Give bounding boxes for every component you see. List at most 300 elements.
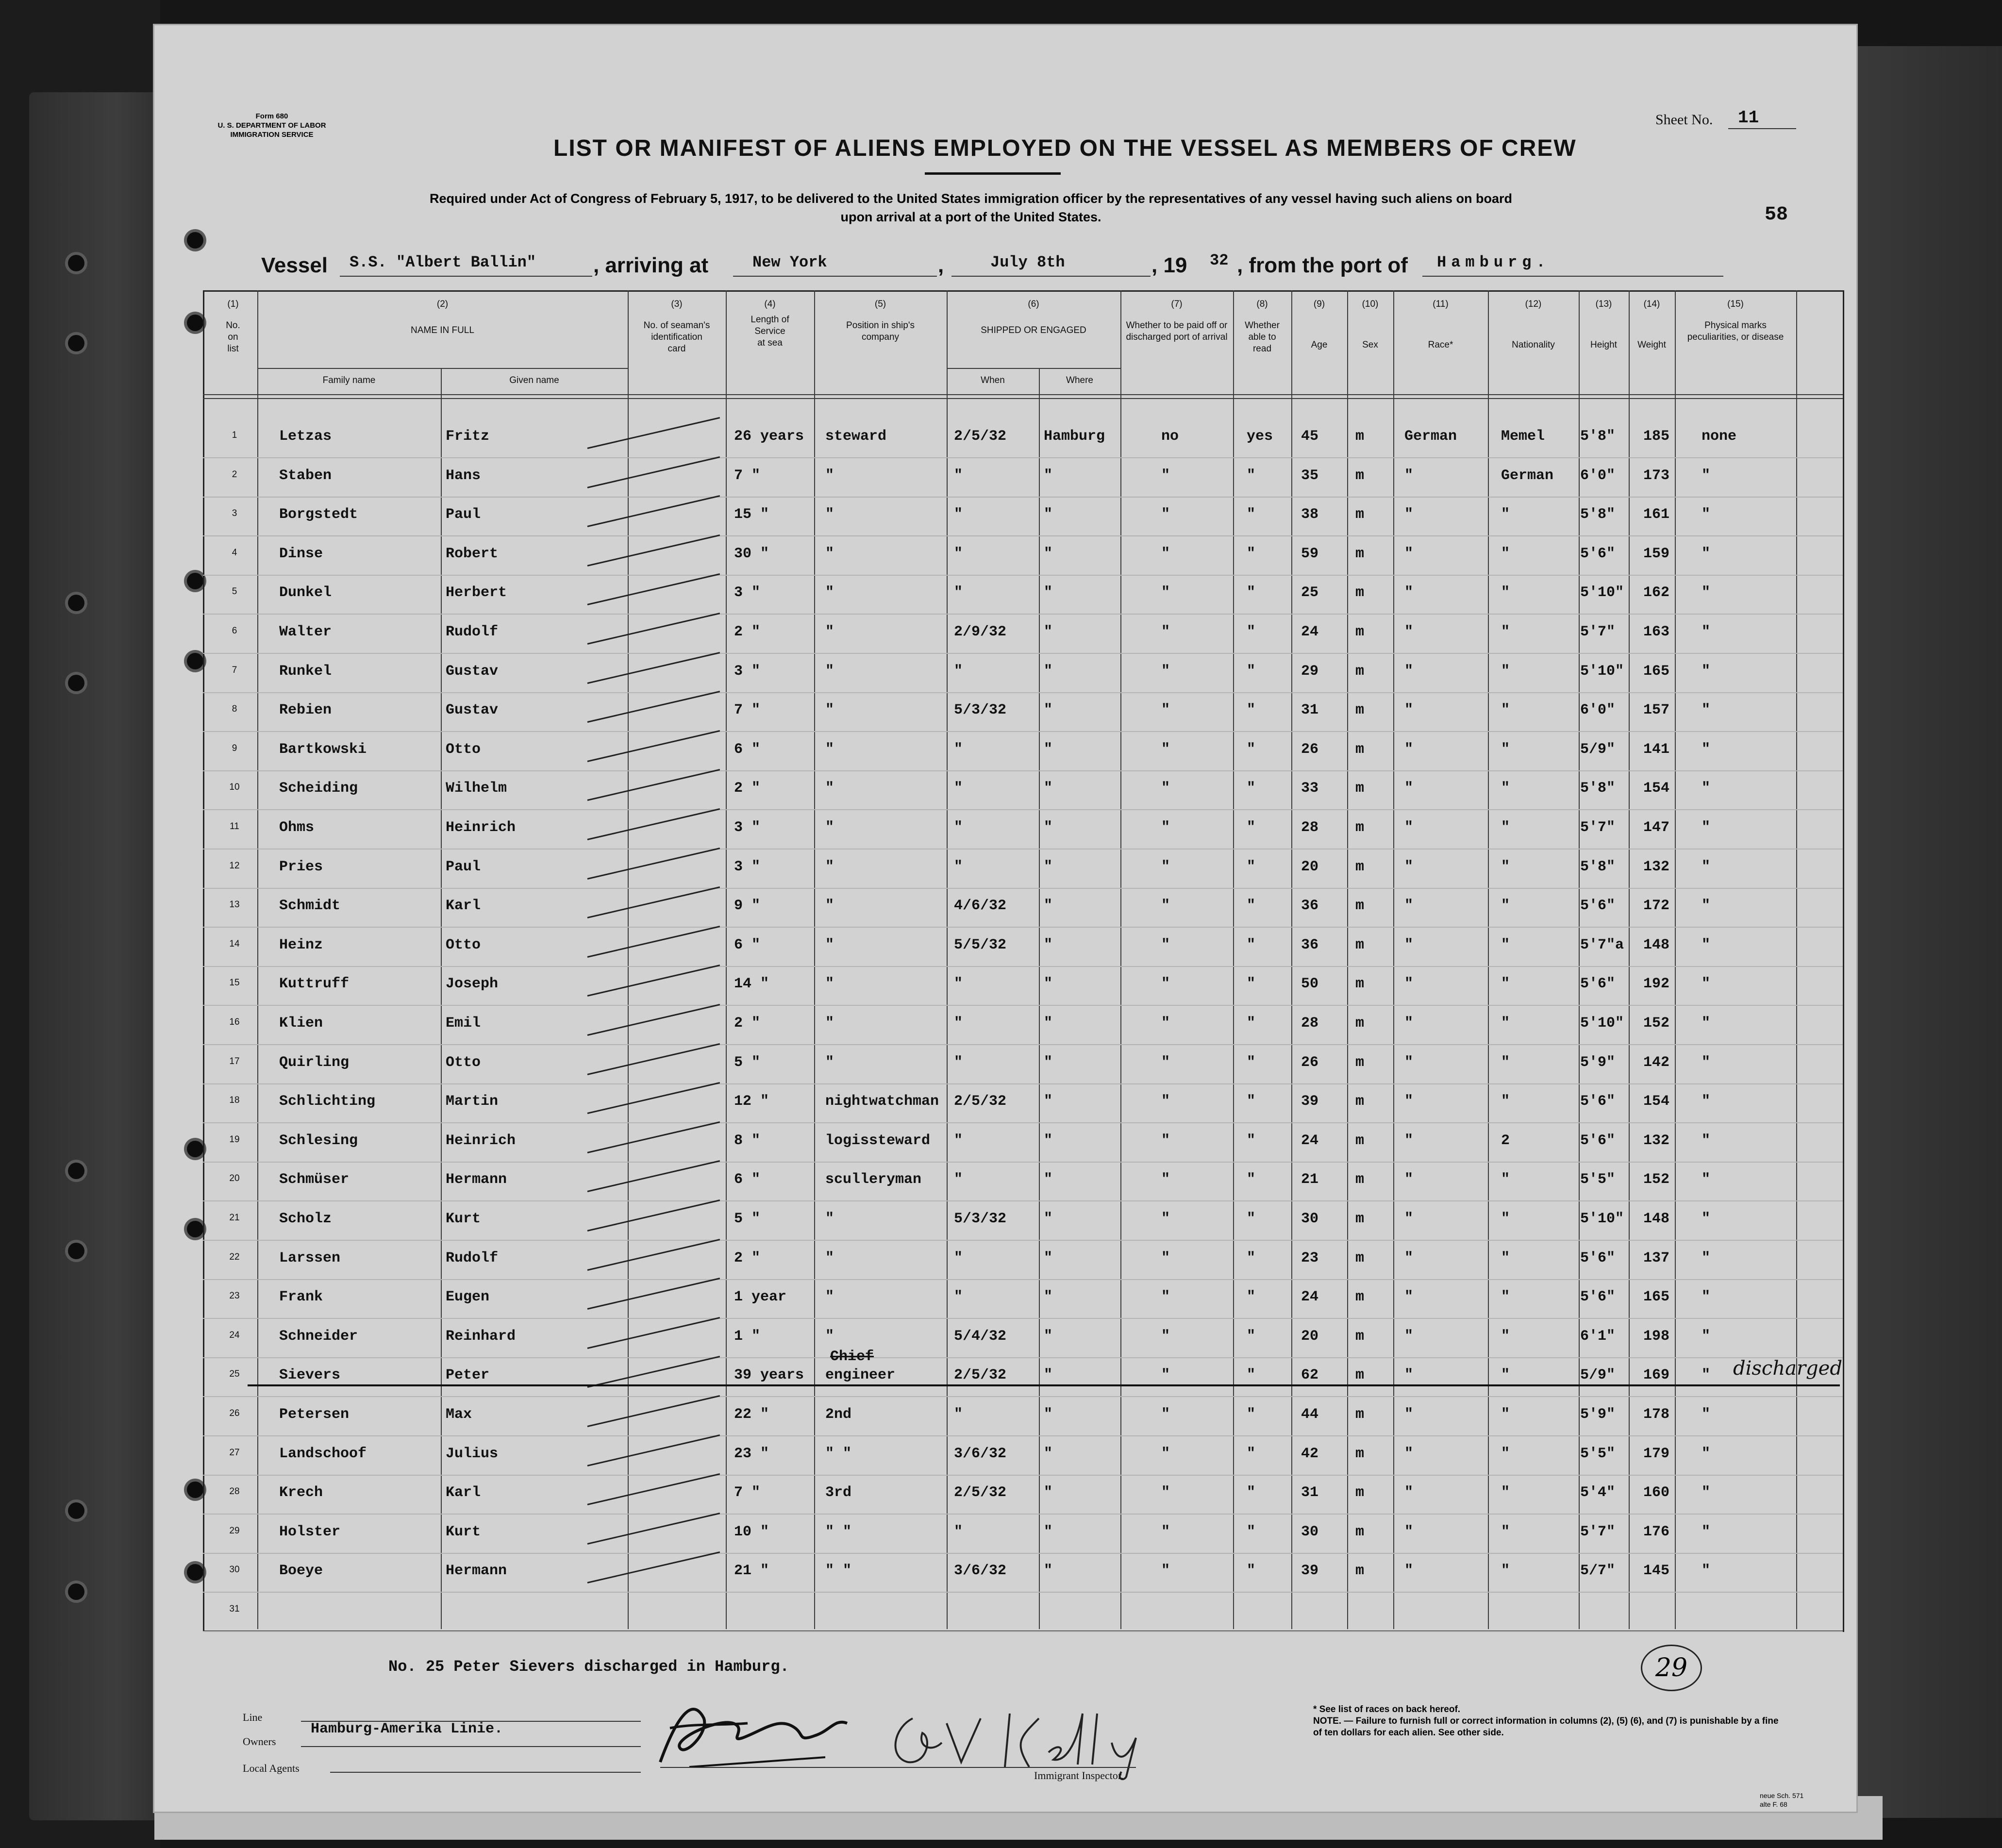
- cell-physical-marks: ": [1702, 1367, 1711, 1384]
- cell-race: ": [1404, 741, 1414, 758]
- cell-physical-marks: ": [1702, 1132, 1711, 1149]
- cell-sex: m: [1355, 1563, 1365, 1580]
- header-physical-marks: (15) Physical marks peculiarities, or disease: [1687, 299, 1784, 342]
- cell-position: ": [825, 780, 834, 797]
- cell-race: ": [1404, 506, 1414, 523]
- cell-length-of-service: 3 ": [734, 819, 761, 836]
- cell-age: 50: [1301, 976, 1319, 993]
- cell-shipped-where: ": [1044, 1171, 1053, 1188]
- cell-family-name: Runkel: [279, 663, 332, 680]
- cell-sex: m: [1355, 898, 1365, 915]
- cell-paid-off: ": [1161, 467, 1170, 484]
- cell-weight: 154: [1643, 780, 1670, 797]
- row-rule: [203, 966, 1843, 967]
- cell-age: 25: [1301, 584, 1319, 601]
- cell-physical-marks: ": [1702, 663, 1711, 680]
- cell-height: 5/9": [1580, 1367, 1616, 1384]
- penalty-note: NOTE. — Failure to furnish full or correct information in columns (2), (5) (6), and (7) is punishable by a fine of ten dollars for each alien. See other side.: [1313, 1716, 1779, 1738]
- cell-paid-off: ": [1161, 1484, 1170, 1501]
- form-number: Form 680: [255, 112, 288, 120]
- cell-race: ": [1404, 1015, 1414, 1032]
- header-given-name: Given name: [509, 375, 559, 385]
- cell-paid-off: ": [1161, 1406, 1170, 1423]
- row-rule: [203, 1396, 1843, 1397]
- cell-height: 5'9": [1580, 1054, 1616, 1071]
- cell-sex: m: [1355, 780, 1365, 797]
- cell-race: ": [1404, 1445, 1414, 1462]
- cell-weight: 154: [1643, 1093, 1670, 1110]
- cell-paid-off: ": [1161, 1211, 1170, 1227]
- cell-able-to-read: ": [1247, 819, 1256, 836]
- cell-family-name: Dunkel: [279, 584, 332, 601]
- cell-weight: 160: [1643, 1484, 1670, 1501]
- cell-shipped-where: ": [1044, 1406, 1053, 1423]
- row-25-strikethrough: [248, 1384, 1840, 1386]
- cell-nationality: ": [1501, 1367, 1510, 1384]
- row-number: 10: [229, 782, 240, 793]
- cell-length-of-service: 10 ": [734, 1523, 769, 1540]
- local-agents-label: Local Agents: [243, 1762, 300, 1774]
- header-when: When: [981, 375, 1005, 385]
- cell-given-name: Eugen: [446, 1289, 490, 1306]
- row-number: 1: [232, 430, 237, 440]
- cell-age: 44: [1301, 1406, 1319, 1423]
- cell-position: ": [825, 1015, 834, 1032]
- cell-length-of-service: 6 ": [734, 741, 761, 758]
- cell-height: 5'4": [1580, 1484, 1616, 1501]
- owners-label: Owners: [243, 1735, 276, 1748]
- cell-position: ": [825, 741, 834, 758]
- row-rule: [203, 575, 1843, 576]
- cell-weight: 147: [1643, 819, 1670, 836]
- cell-physical-marks: ": [1702, 741, 1711, 758]
- column-divider: [814, 290, 815, 1629]
- cell-race: German: [1404, 428, 1457, 445]
- cell-position: " ": [825, 1445, 852, 1462]
- comma: ,: [938, 253, 944, 277]
- row-rule: [203, 614, 1843, 615]
- row-rule: [203, 1279, 1843, 1280]
- cell-physical-marks: ": [1702, 1093, 1711, 1110]
- cell-race: ": [1404, 1523, 1414, 1540]
- cell-shipped-when: 3/6/32: [954, 1445, 1007, 1462]
- cell-sex: m: [1355, 702, 1365, 719]
- cell-weight: 185: [1643, 428, 1670, 445]
- cell-nationality: ": [1501, 624, 1510, 640]
- row-rule: [203, 1553, 1843, 1554]
- cell-physical-marks: ": [1702, 898, 1711, 915]
- cell-position: ": [825, 1289, 834, 1306]
- cell-family-name: Schmidt: [279, 898, 341, 915]
- punch-hole: [187, 653, 203, 669]
- cell-paid-off: no: [1161, 428, 1179, 445]
- punch-hole: [187, 232, 203, 249]
- cell-paid-off: ": [1161, 819, 1170, 836]
- cell-sex: m: [1355, 467, 1365, 484]
- cell-paid-off: ": [1161, 976, 1170, 993]
- arriving-label: , arriving at: [593, 253, 709, 277]
- cell-shipped-when: 2/9/32: [954, 624, 1007, 640]
- cell-shipped-when: ": [954, 780, 963, 797]
- cell-nationality: ": [1501, 1445, 1510, 1462]
- cell-sex: m: [1355, 1367, 1365, 1384]
- row-number: 4: [232, 547, 237, 558]
- cell-position-above: Chief: [830, 1349, 874, 1365]
- cell-position: " ": [825, 1563, 852, 1580]
- row-number: 24: [229, 1330, 240, 1340]
- cell-given-name: Wilhelm: [446, 780, 507, 797]
- owners-value: Hamburg-Amerika Linie.: [311, 1721, 503, 1737]
- cell-weight: 132: [1643, 858, 1670, 875]
- discharged-annotation: discharged: [1733, 1357, 1842, 1380]
- cell-family-name: Rebien: [279, 702, 332, 719]
- header-nationality: (12) Nationality: [1512, 299, 1555, 350]
- cell-race: ": [1404, 1563, 1414, 1580]
- cell-age: 20: [1301, 858, 1319, 875]
- cell-length-of-service: 3 ": [734, 858, 761, 875]
- from-port-label: , from the port of: [1237, 253, 1408, 277]
- cell-weight: 148: [1643, 1211, 1670, 1227]
- arrival-date-underline: [951, 276, 1151, 277]
- cell-family-name: Quirling: [279, 1054, 350, 1071]
- header-name-in-full: (2) NAME IN FULL: [411, 299, 474, 335]
- cell-height: 5'9": [1580, 1406, 1616, 1423]
- cell-shipped-where: ": [1044, 1249, 1053, 1266]
- cell-family-name: Staben: [279, 467, 332, 484]
- row-rule: [203, 497, 1843, 498]
- cell-height: 6'1": [1580, 1328, 1616, 1345]
- row-rule: [203, 927, 1843, 928]
- cell-sex: m: [1355, 1484, 1365, 1501]
- row-number: 13: [229, 899, 240, 910]
- cell-nationality: ": [1501, 936, 1510, 953]
- cell-family-name: Schlichting: [279, 1093, 376, 1110]
- row-number: 22: [229, 1251, 240, 1262]
- cell-shipped-where: ": [1044, 1367, 1053, 1384]
- row-rule: [203, 457, 1843, 458]
- cell-age: 38: [1301, 506, 1319, 523]
- cell-able-to-read: ": [1247, 1289, 1256, 1306]
- cell-shipped-where: ": [1044, 1054, 1053, 1071]
- cell-race: ": [1404, 898, 1414, 915]
- cell-age: 21: [1301, 1171, 1319, 1188]
- departure-port-underline: [1422, 276, 1723, 277]
- punch-hole: [187, 1564, 203, 1581]
- cell-shipped-where: ": [1044, 1484, 1053, 1501]
- cell-position: 2nd: [825, 1406, 852, 1423]
- cell-paid-off: ": [1161, 858, 1170, 875]
- cell-nationality: ": [1501, 858, 1510, 875]
- cell-race: ": [1404, 858, 1414, 875]
- cell-paid-off: ": [1161, 584, 1170, 601]
- cell-given-name: Otto: [446, 1054, 481, 1071]
- cell-shipped-where: ": [1044, 1132, 1053, 1149]
- cell-able-to-read: ": [1247, 858, 1256, 875]
- cell-position: ": [825, 819, 834, 836]
- cell-race: ": [1404, 1484, 1414, 1501]
- cell-position: ": [825, 1249, 834, 1266]
- column-divider: [1579, 290, 1580, 1629]
- cell-physical-marks: ": [1702, 1211, 1711, 1227]
- cell-nationality: ": [1501, 663, 1510, 680]
- cell-shipped-where: ": [1044, 506, 1053, 523]
- cell-physical-marks: ": [1702, 1328, 1711, 1345]
- form-notes: [1313, 1704, 1789, 1739]
- cell-weight: 132: [1643, 1132, 1670, 1149]
- cell-physical-marks: ": [1702, 1523, 1711, 1540]
- punch-hole: [187, 315, 203, 331]
- cell-age: 29: [1301, 663, 1319, 680]
- cell-family-name: Scholz: [279, 1211, 332, 1227]
- cell-able-to-read: ": [1247, 741, 1256, 758]
- cell-age: 31: [1301, 702, 1319, 719]
- row-rule: [203, 1475, 1843, 1476]
- cell-height: 5'8": [1580, 780, 1616, 797]
- header-sex: (10) Sex: [1362, 299, 1379, 350]
- row-number: 7: [232, 665, 237, 675]
- cell-shipped-when: 2/5/32: [954, 1093, 1007, 1110]
- cell-length-of-service: 7 ": [734, 467, 761, 484]
- cell-family-name: Boeye: [279, 1563, 323, 1580]
- cell-paid-off: ": [1161, 624, 1170, 640]
- cell-shipped-when: 5/3/32: [954, 702, 1007, 719]
- cell-height: 5'8": [1580, 428, 1616, 445]
- row-number: 19: [229, 1134, 240, 1145]
- cell-sex: m: [1355, 584, 1365, 601]
- cell-race: ": [1404, 936, 1414, 953]
- cell-length-of-service: 22 ": [734, 1406, 769, 1423]
- cell-shipped-where: ": [1044, 1328, 1053, 1345]
- name-subheader-rule: [257, 368, 628, 369]
- department-name: U. S. DEPARTMENT OF LABOR: [217, 121, 326, 130]
- cell-able-to-read: ": [1247, 976, 1256, 993]
- cell-nationality: ": [1501, 1015, 1510, 1032]
- arrival-port: New York: [752, 253, 827, 271]
- cell-able-to-read: ": [1247, 1093, 1256, 1110]
- cell-shipped-where: ": [1044, 741, 1053, 758]
- row-number: 18: [229, 1095, 240, 1106]
- cell-able-to-read: ": [1247, 1249, 1256, 1266]
- cell-shipped-when: 2/5/32: [954, 1484, 1007, 1501]
- cell-weight: 142: [1643, 1054, 1670, 1071]
- subtitle-line-2: upon arrival at a port of the United States.: [840, 210, 1101, 224]
- cell-shipped-when: ": [954, 1054, 963, 1071]
- cell-nationality: ": [1501, 1484, 1510, 1501]
- cell-height: 6'0": [1580, 467, 1616, 484]
- cell-shipped-when: ": [954, 1406, 963, 1423]
- cell-weight: 198: [1643, 1328, 1670, 1345]
- cell-length-of-service: 8 ": [734, 1132, 761, 1149]
- row-rule: [203, 888, 1843, 889]
- cell-nationality: ": [1501, 898, 1510, 915]
- cell-given-name: Max: [446, 1406, 472, 1423]
- cell-shipped-where: ": [1044, 702, 1053, 719]
- cell-race: ": [1404, 1054, 1414, 1071]
- cell-given-name: Otto: [446, 936, 481, 953]
- signature-rule: [660, 1767, 1136, 1768]
- header-rule: [203, 398, 1843, 399]
- row-number: 26: [229, 1408, 240, 1418]
- cell-sex: m: [1355, 1132, 1365, 1149]
- cell-height: 5'5": [1580, 1445, 1616, 1462]
- cell-age: 24: [1301, 624, 1319, 640]
- row-rule: [203, 731, 1843, 732]
- cell-sex: m: [1355, 858, 1365, 875]
- cell-length-of-service: 3 ": [734, 663, 761, 680]
- row-rule: [203, 653, 1843, 654]
- cell-able-to-read: ": [1247, 467, 1256, 484]
- arrival-date: July 8th: [990, 253, 1065, 271]
- cell-sex: m: [1355, 1406, 1365, 1423]
- header-weight: (14) Weight: [1637, 299, 1666, 350]
- cell-position: ": [825, 545, 834, 562]
- cell-age: 62: [1301, 1367, 1319, 1384]
- cell-given-name: Robert: [446, 545, 499, 562]
- cell-nationality: Memel: [1501, 428, 1545, 445]
- cell-height: 5'6": [1580, 1249, 1616, 1266]
- cell-family-name: Letzas: [279, 428, 332, 445]
- cell-able-to-read: yes: [1247, 428, 1273, 445]
- cell-height: 5'5": [1580, 1171, 1616, 1188]
- cell-paid-off: ": [1161, 1445, 1170, 1462]
- form-identifier: [199, 112, 345, 139]
- cell-family-name: Sievers: [279, 1367, 341, 1384]
- service-name: IMMIGRATION SERVICE: [230, 131, 314, 139]
- row-number: 9: [232, 743, 237, 753]
- cell-weight: 165: [1643, 1289, 1670, 1306]
- cell-height: 5'7"a: [1580, 936, 1624, 953]
- cell-length-of-service: 12 ": [734, 1093, 769, 1110]
- cell-given-name: Paul: [446, 858, 481, 875]
- cell-weight: 172: [1643, 898, 1670, 915]
- cell-age: 23: [1301, 1249, 1319, 1266]
- cell-length-of-service: 2 ": [734, 1249, 761, 1266]
- cell-family-name: Borgstedt: [279, 506, 358, 523]
- page-number: 58: [1765, 204, 1788, 226]
- cell-shipped-where: ": [1044, 1093, 1053, 1110]
- cell-physical-marks: ": [1702, 624, 1711, 640]
- cell-nationality: German: [1501, 467, 1554, 484]
- cell-able-to-read: ": [1247, 1563, 1256, 1580]
- row-number: 16: [229, 1017, 240, 1027]
- row-rule: [203, 1005, 1843, 1006]
- cell-physical-marks: ": [1702, 858, 1711, 875]
- cell-paid-off: ": [1161, 1523, 1170, 1540]
- cell-age: 28: [1301, 819, 1319, 836]
- cell-family-name: Scheiding: [279, 780, 358, 797]
- row-rule: [203, 535, 1843, 536]
- cell-physical-marks: ": [1702, 780, 1711, 797]
- cell-shipped-when: ": [954, 1171, 963, 1188]
- column-divider: [947, 290, 948, 1629]
- local-agents-rule: [330, 1772, 641, 1773]
- cell-able-to-read: ": [1247, 1171, 1256, 1188]
- row-number: 2: [232, 469, 237, 480]
- cell-race: ": [1404, 1249, 1414, 1266]
- cell-shipped-when: ": [954, 1523, 963, 1540]
- cell-age: 39: [1301, 1093, 1319, 1110]
- cell-able-to-read: ": [1247, 663, 1256, 680]
- cell-age: 42: [1301, 1445, 1319, 1462]
- cell-shipped-when: ": [954, 584, 963, 601]
- cell-paid-off: ": [1161, 1328, 1170, 1345]
- cell-age: 26: [1301, 741, 1319, 758]
- cell-sex: m: [1355, 1249, 1365, 1266]
- cell-paid-off: ": [1161, 1289, 1170, 1306]
- cell-nationality: ": [1501, 1406, 1510, 1423]
- cell-length-of-service: 26 years: [734, 428, 804, 445]
- cell-position: ": [825, 858, 834, 875]
- cell-position: ": [825, 702, 834, 719]
- cell-nationality: ": [1501, 1054, 1510, 1071]
- cell-length-of-service: 5 ": [734, 1054, 761, 1071]
- cell-paid-off: ": [1161, 1367, 1170, 1384]
- punch-hole: [187, 1482, 203, 1498]
- cell-shipped-when: 2/5/32: [954, 1367, 1007, 1384]
- cell-able-to-read: ": [1247, 506, 1256, 523]
- row-number: 3: [232, 508, 237, 519]
- cell-position: logissteward: [825, 1132, 931, 1149]
- cell-shipped-where: ": [1044, 819, 1053, 836]
- cell-given-name: Otto: [446, 741, 481, 758]
- cell-paid-off: ": [1161, 1054, 1170, 1071]
- cell-length-of-service: 2 ": [734, 780, 761, 797]
- cell-shipped-when: ": [954, 741, 963, 758]
- cell-family-name: Schlesing: [279, 1132, 358, 1149]
- cell-weight: 165: [1643, 663, 1670, 680]
- column-divider: [441, 369, 442, 1629]
- column-divider: [628, 290, 629, 1629]
- binder-hole: [68, 1583, 84, 1600]
- cell-given-name: Karl: [446, 898, 481, 915]
- row-rule: [203, 1162, 1843, 1163]
- cell-given-name: Paul: [446, 506, 481, 523]
- cell-age: 31: [1301, 1484, 1319, 1501]
- discharge-note: No. 25 Peter Sievers discharged in Hamburg.: [388, 1658, 789, 1676]
- row-rule: [203, 1200, 1843, 1201]
- cell-height: 5'10": [1580, 1211, 1624, 1227]
- binder-hole: [68, 1502, 84, 1519]
- cell-nationality: ": [1501, 1289, 1510, 1306]
- binder-hole: [68, 335, 84, 351]
- cell-given-name: Heinrich: [446, 819, 516, 836]
- cell-shipped-where: ": [1044, 1211, 1053, 1227]
- binder-board: [29, 92, 175, 1820]
- cell-family-name: Bartkowski: [279, 741, 367, 758]
- cell-position: sculleryman: [825, 1171, 922, 1188]
- cell-paid-off: ": [1161, 1171, 1170, 1188]
- binder-hole: [68, 675, 84, 691]
- cell-height: 5'6": [1580, 1289, 1616, 1306]
- cell-height: 5'6": [1580, 1132, 1616, 1149]
- cell-sex: m: [1355, 624, 1365, 640]
- cell-weight: 141: [1643, 741, 1670, 758]
- cell-race: ": [1404, 1132, 1414, 1149]
- column-divider: [1796, 290, 1797, 1629]
- cell-height: 5/7": [1580, 1563, 1616, 1580]
- column-divider: [1393, 290, 1394, 1629]
- cell-paid-off: ": [1161, 1132, 1170, 1149]
- cell-age: 33: [1301, 780, 1319, 797]
- cell-able-to-read: ": [1247, 1015, 1256, 1032]
- cell-position: ": [825, 1054, 834, 1071]
- departure-port: Hamburg.: [1437, 253, 1551, 271]
- cell-height: 5'7": [1580, 819, 1616, 836]
- cell-able-to-read: ": [1247, 1484, 1256, 1501]
- cell-weight: 148: [1643, 936, 1670, 953]
- cell-given-name: Martin: [446, 1093, 499, 1110]
- row-number: 21: [229, 1213, 240, 1223]
